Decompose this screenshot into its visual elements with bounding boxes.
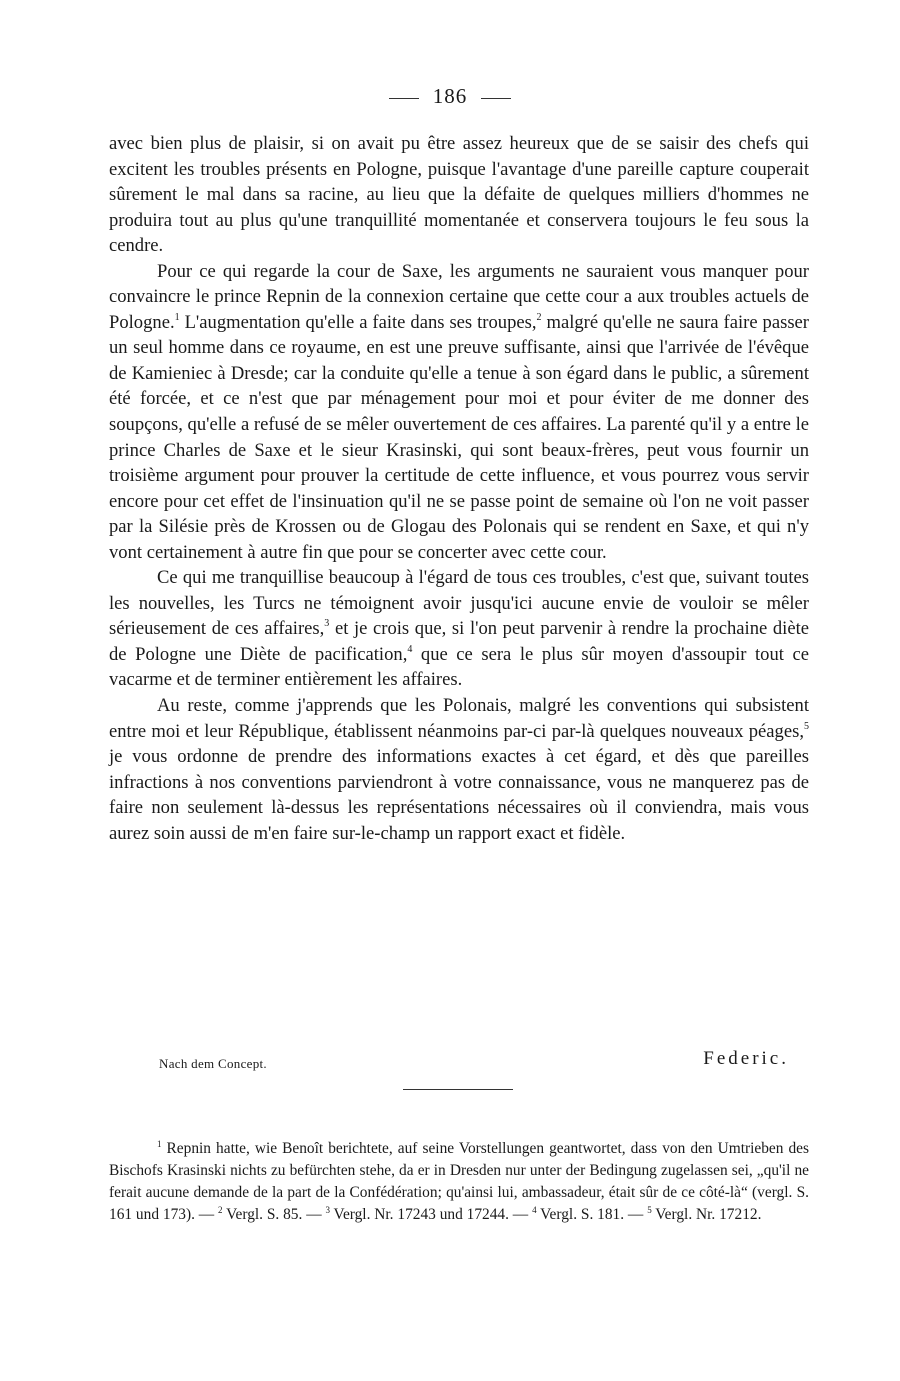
- footnote-ref-1[interactable]: 1: [174, 311, 180, 323]
- letter-body: [109, 131, 809, 846]
- paragraph-3: Ce qui me tranquillise beaucoup à l'égard de tous ces troubles, c'est que, suivant toutes les nouvelles, les Turcs ne témoignent avoir jusqu'ici aucune envie de vouloir se mêler sérieusement de ces affaires,$^3$ et je crois que, si l'on peut parvenir à rendre la prochaine diète de Pologne une Diète de pacification,$^4$ que ce sera le plus sûr moyen d'assoupir tout ce vacarme et de terminer entièrement les affaires.: [109, 567, 809, 691]
- footnote-mark-3: 3: [325, 1205, 330, 1215]
- footnote-1: Repnin hatte, wie Benoît berichtete, auf seine Vorstellungen geantwortet, dass von den Umtrieben des Bischofs Krasinski nichts zu befürchten stehe, da er in Dresden nur unter der Bedingung zugelassen sei, „qu'il ne ferait aucune demande de la part de la Confédération; qu'ainsi lui, ambassadeur, était sûr de ce côté-là“ (vergl. S. 161 und 173). —: [109, 1140, 809, 1223]
- footnote-4: Vergl. S. 181. —: [540, 1206, 644, 1223]
- paragraph-2: Pour ce qui regarde la cour de Saxe, les arguments ne sauraient vous manquer pour convaincre le prince Repnin de la connexion certaine que cette cour a aux troubles actuels de Pologne.$^1$ L'augmentation qu'elle a faite dans ses troupes,$^2$ malgré qu'elle ne saura faire passer un seul homme dans ce royaume, en est une preuve suffisante, ainsi que l'arrivée de l'évêque de Kamieniec à Dresde; car la conduite qu'elle a tenue à son égard dans le public, a sûrement été forcée, et ce n'est que par ménagement pour moi et pour éviter de me donner des soupçons, qu'elle a refusé de se mêler ouvertement de ces affaires. La parenté qu'il y a entre le prince Charles de Saxe et le sieur Krasinski, qui sont beaux-frères, peut vous fournir un troisième argument pour prouver la certitude de cette influence, et vous pourrez vous servir encore pour cet effet de l'insinuation qu'il ne se passe point de semaine où l'on ne voit passer par la Silésie près de Krossen ou de Glogau des Polonais qui se rendent en Saxe, et qui n'y vont certainement à autre fin que pour se concerter avec cette cour.: [109, 260, 809, 563]
- footnote-5: Vergl. Nr. 17212.: [655, 1206, 762, 1223]
- footnote-3: Vergl. Nr. 17243 und 17244. —: [333, 1206, 529, 1223]
- header-dash-left: [389, 98, 419, 99]
- footnote-ref-2[interactable]: 2: [536, 311, 542, 323]
- footnote-mark-4: 4: [532, 1205, 537, 1215]
- footnote-mark-1: 1: [157, 1139, 162, 1149]
- footnote-mark-5: 5: [647, 1205, 652, 1215]
- footnote-mark-2: 2: [218, 1205, 223, 1215]
- footnote-ref-5[interactable]: 5: [804, 720, 809, 732]
- footnote-ref-3[interactable]: 3: [324, 618, 330, 630]
- page-number-header: [0, 84, 900, 109]
- closing-line: [109, 1046, 789, 1076]
- paragraph-1: avec bien plus de plaisir, si on avait pu être assez heureux que de se saisir des chefs qui excitent les troubles présents en Pologne, puisque l'avantage d'une pareille capture couperait sûrement le mal dans sa racine, au lieu que la défaite de quelques milliers d'hommes ne produira tout au plus qu'une tranquillité momentanée et conservera toujours le feu sous la cendre.: [109, 133, 809, 257]
- footnotes: [109, 1138, 809, 1226]
- signature: Federic.: [703, 1048, 789, 1069]
- footnote-divider: [403, 1089, 513, 1090]
- page-number: 186: [432, 84, 468, 108]
- header-dash-right: [481, 98, 511, 99]
- footnote-2: Vergl. S. 85. —: [226, 1206, 322, 1223]
- paragraph-4: Au reste, comme j'apprends que les Polonais, malgré les conventions qui subsistent entre moi et leur République, établissent néanmoins par-ci par-là quelques nouveaux péages,$^5$ je vous ordonne de prendre des informations exactes à cet égard, et dès que pareilles infractions à nos conventions parviendront à votre connaissance, vous ne manquerez pas de faire non seulement là-dessus les représentations nécessaires où il conviendra, mais vous aurez soin aussi de m'en faire sur-le-champ un rapport exact et fidèle.: [109, 695, 809, 844]
- footnote-ref-4[interactable]: 4: [407, 643, 413, 655]
- footnotes-text: [109, 1138, 809, 1226]
- source-note: Nach dem Concept.: [159, 1056, 267, 1071]
